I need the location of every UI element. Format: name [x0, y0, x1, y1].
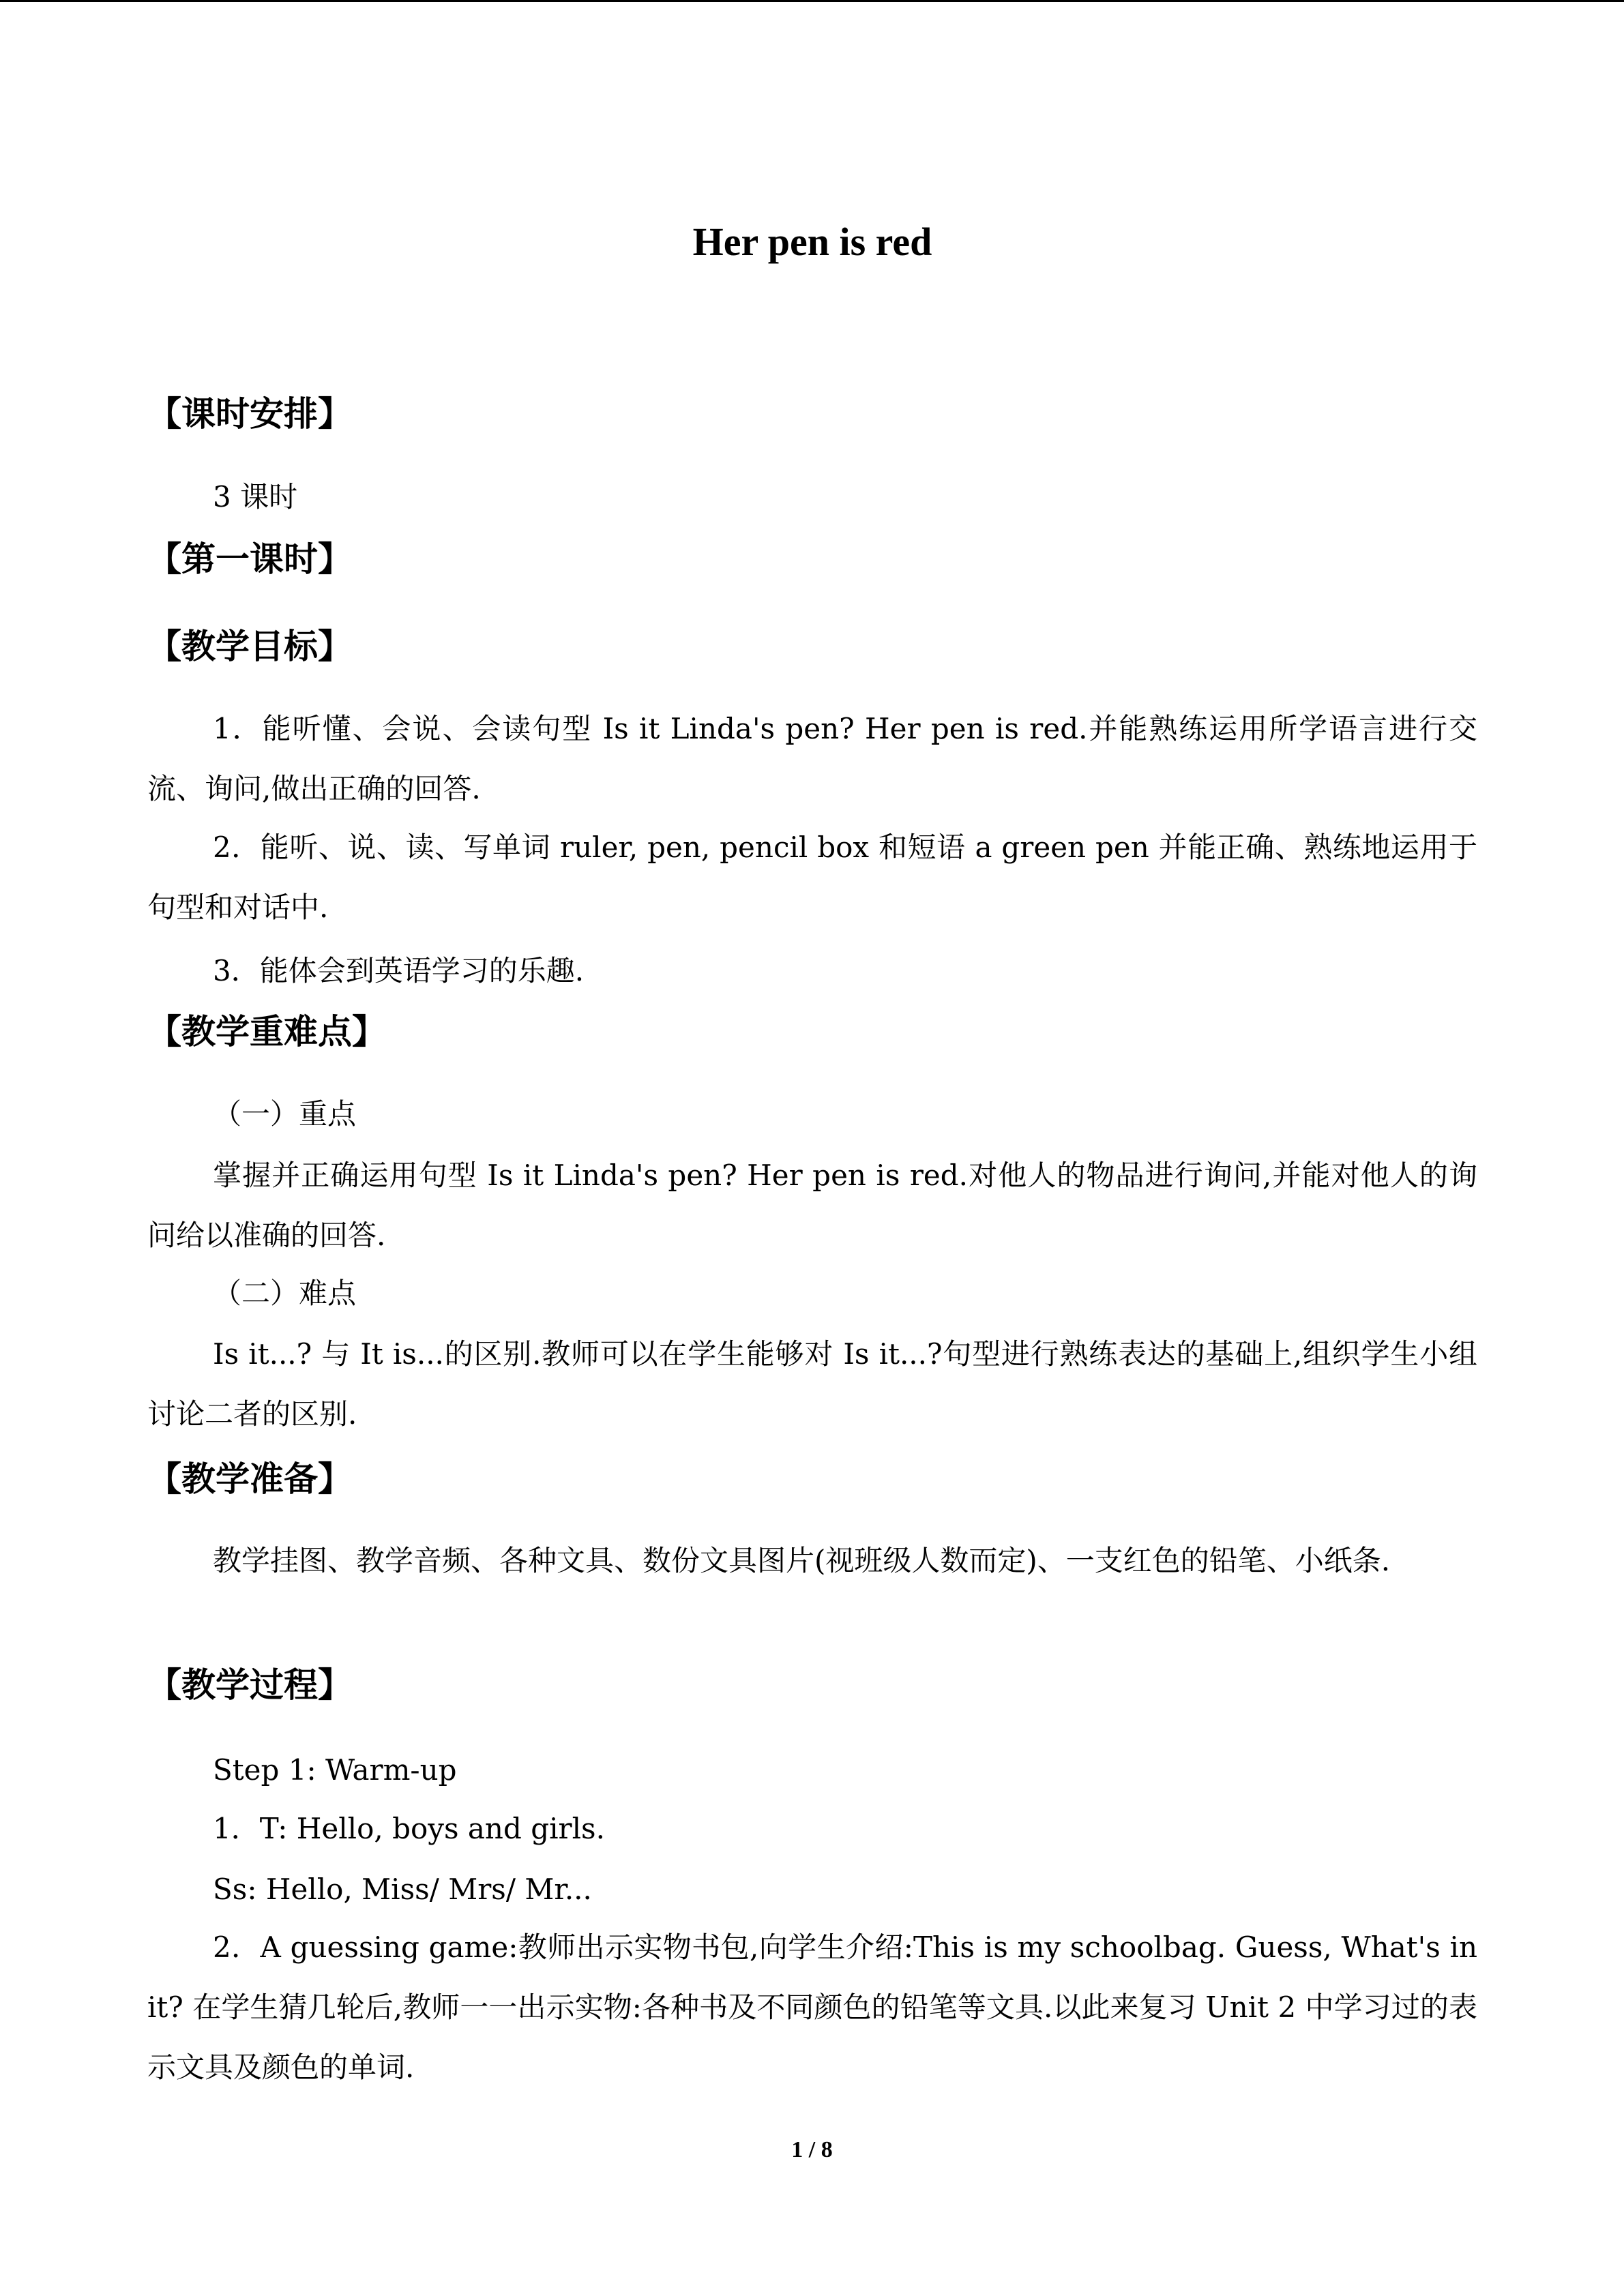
- heading-lesson-one: 【第一课时】: [147, 539, 352, 579]
- page-top-border: [0, 0, 1624, 2]
- heading-schedule: 【课时安排】: [147, 393, 352, 434]
- focus-text: 掌握并正确运用句型 Is it Linda's pen? Her pen is red.对他人的物品进行询问,并能对他人的询问给以准确的回答.: [147, 1159, 1477, 1252]
- heading-process: 【教学过程】: [147, 1665, 352, 1705]
- heading-key-points: 【教学重难点】: [147, 1011, 386, 1052]
- heading-preparation: 【教学准备】: [147, 1459, 352, 1499]
- preparation-body: 教学挂图、教学音频、各种文具、数份文具图片(视班级人数而定)、一支红色的铅笔、小纸条.: [213, 1544, 1391, 1577]
- focus-label: （一）重点: [213, 1097, 357, 1131]
- objective-item-1: 1．能听懂、会说、会读句型 Is it Linda's pen? Her pen is red.并能熟练运用所学语言进行交流、询问,做出正确的回答.: [147, 712, 1477, 805]
- process-line-2: Ss: Hello, Miss/ Mrs/ Mr...: [213, 1873, 592, 1906]
- objective-item-2: 2．能听、说、读、写单词 ruler, pen, pencil box 和短语 a green pen 并能正确、熟练地运用于句型和对话中.: [147, 831, 1477, 924]
- difficulty-label: （二）难点: [213, 1277, 357, 1310]
- document-title: Her pen is red: [692, 220, 932, 264]
- schedule-body: 3 课时: [213, 480, 298, 513]
- heading-objectives: 【教学目标】: [147, 626, 352, 666]
- objective-item-3: 3．能体会到英语学习的乐趣.: [213, 954, 585, 987]
- process-line-3: 2．A guessing game:教师出示实物书包,向学生介绍:This is my schoolbag. Guess, What's in it? 在学生猜几轮后,教师一一出示实物:各种书及不同颜色的铅笔等文具.以此来复习 Unit 2 中学习过的表示文具及颜色的单词.: [147, 1930, 1477, 2084]
- process-step: Step 1: Warm-up: [213, 1753, 457, 1787]
- difficulty-text: Is it...? 与 It is...的区别.教师可以在学生能够对 Is it...?句型进行熟练表达的基础上,组织学生小组讨论二者的区别.: [147, 1337, 1477, 1431]
- page-indicator: 1 / 8: [791, 2137, 833, 2162]
- process-line-1: 1．T: Hello, boys and girls.: [213, 1812, 605, 1845]
